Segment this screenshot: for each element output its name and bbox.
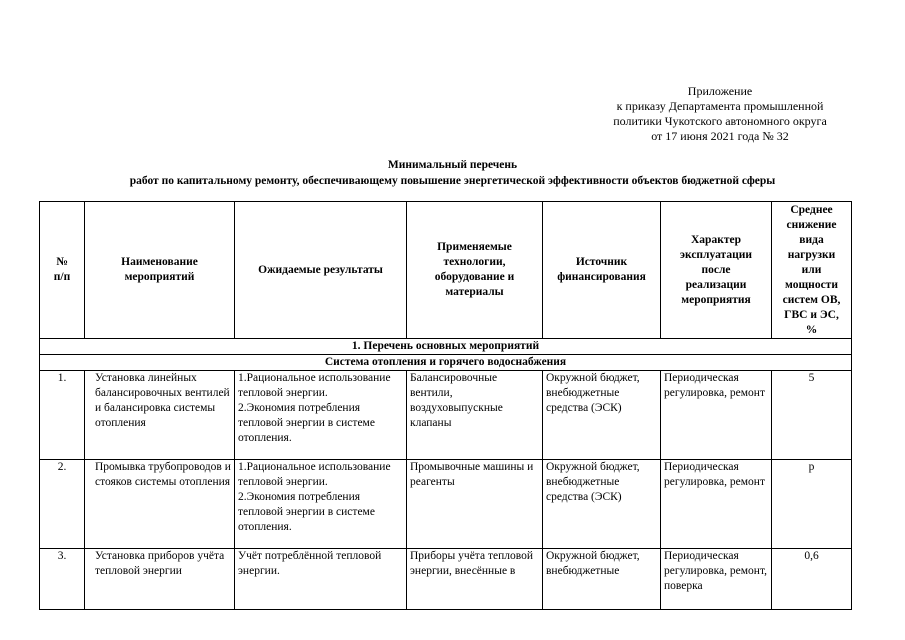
- header-technologies: Применяемые технологии, оборудование и материалы: [407, 202, 543, 339]
- header-measure-name: Наименование мероприятий: [85, 202, 235, 339]
- cell-number: 3.: [40, 549, 85, 610]
- table-header-row: [40, 202, 852, 339]
- cell-operation-type: Периодическая регулировка, ремонт: [661, 371, 772, 460]
- cell-operation-type: Периодическая регулировка, ремонт: [661, 460, 772, 549]
- section-row-sub: [40, 355, 852, 371]
- cell-funding-source: Окружной бюджет, внебюджетные: [543, 549, 661, 610]
- header-operation-type: Характер эксплуатации после реализации мероприятия: [661, 202, 772, 339]
- appendix-line: от 17 июня 2021 года № 32: [651, 129, 789, 143]
- measures-table: [39, 201, 852, 610]
- header-number: № п/п: [40, 202, 85, 339]
- cell-load-reduction: р: [772, 460, 852, 549]
- cell-number: 1.: [40, 371, 85, 460]
- table-row: [40, 371, 852, 460]
- appendix-line: политики Чукотского автономного округа: [613, 114, 827, 128]
- cell-load-reduction: 0,6: [772, 549, 852, 610]
- table-row: [40, 460, 852, 549]
- cell-expected-results: Учёт потреблённой тепловой энергии.: [235, 549, 407, 610]
- cell-funding-source: Окружной бюджет, внебюджетные средства (ЭСК): [543, 460, 661, 549]
- cell-measure-name: Промывка трубопроводов и стояков системы отопления: [85, 460, 235, 549]
- cell-funding-source: Окружной бюджет, внебюджетные средства (ЭСК): [543, 371, 661, 460]
- cell-measure-name: Установка линейных балансировочных вентилей и балансировка системы отопления: [85, 371, 235, 460]
- appendix-line: к приказу Департамента промышленной: [616, 99, 824, 113]
- header-load-reduction: Среднее снижение вида нагрузки или мощности систем ОВ, ГВС и ЭС, %: [772, 202, 852, 339]
- cell-technologies: Приборы учёта тепловой энергии, внесённые в: [407, 549, 543, 610]
- table-row: [40, 549, 852, 610]
- cell-number: 2.: [40, 460, 85, 549]
- appendix-line: Приложение: [687, 84, 753, 98]
- header-expected-results: Ожидаемые результаты: [235, 202, 407, 339]
- cell-technologies: Балансировочные вентили, воздуховыпускные клапаны: [407, 371, 543, 460]
- cell-operation-type: Периодическая регулировка, ремонт, поверка: [661, 549, 772, 610]
- cell-expected-results: 1.Рациональное использование тепловой энергии. 2.Экономия потребления тепловой энергии в системе отопления.: [235, 371, 407, 460]
- section-sub-title: Система отопления и горячего водоснабжения: [40, 355, 852, 371]
- title-line-1: Минимальный перечень: [387, 159, 518, 171]
- cell-expected-results: 1.Рациональное использование тепловой энергии. 2.Экономия потребления тепловой энергии в системе отопления.: [235, 460, 407, 549]
- cell-technologies: Промывочные машины и реагенты: [407, 460, 543, 549]
- header-funding-source: Источник финансирования: [543, 202, 661, 339]
- appendix-block: [560, 84, 880, 144]
- cell-measure-name: Установка приборов учёта тепловой энергии: [85, 549, 235, 610]
- document-title: [0, 157, 905, 189]
- section-main-title: 1. Перечень основных мероприятий: [40, 339, 852, 355]
- cell-load-reduction: 5: [772, 371, 852, 460]
- title-line-2: работ по капитальному ремонту, обеспечивающему повышение энергетической эффективности объектов бюджетной сферы: [129, 175, 776, 187]
- section-row-main: [40, 339, 852, 355]
